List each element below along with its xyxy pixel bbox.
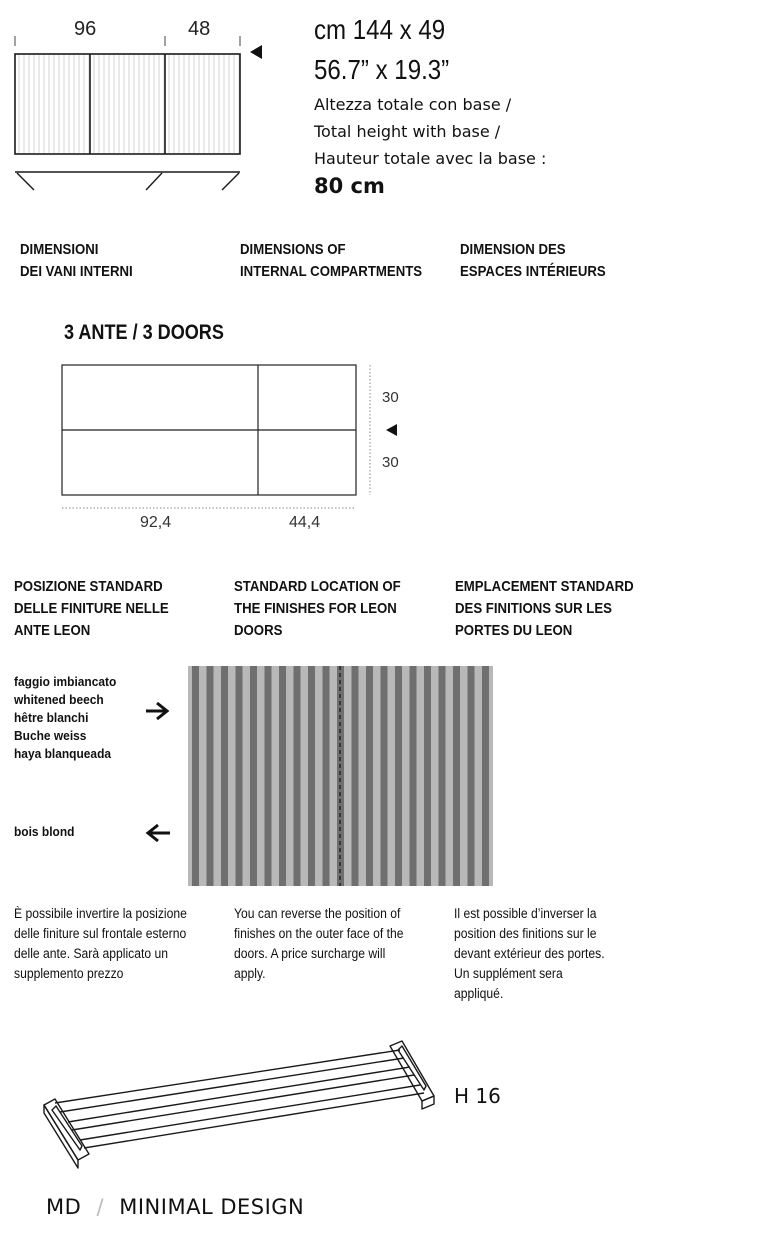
compartments-header-en: DIMENSIONS OF INTERNAL COMPARTMENTS xyxy=(240,241,423,280)
finish-front-list: faggio imbiancato whitened beech hêtre blanchi Buche weiss haya blanqueada xyxy=(14,674,117,761)
width-label-right: 48 xyxy=(188,18,211,40)
height-label-fr: Hauteur totale avec la base : xyxy=(314,149,547,168)
compartments-header-fr: DIMENSION DES ESPACES INTÉRIEURS xyxy=(460,241,606,280)
compartment-width-left: 92,4 xyxy=(140,514,172,531)
finishes-header-it: POSIZIONE STANDARD DELLE FINITURE NELLE ANTE LEON xyxy=(14,578,169,639)
swatch-stripe xyxy=(468,666,475,886)
finish-back-label: bois blond xyxy=(14,824,75,839)
brand-short: MD xyxy=(46,1195,82,1219)
width-label-left: 96 xyxy=(74,18,97,40)
size-inches: 56.7” x 19.3” xyxy=(314,54,450,85)
doors-title: 3 ANTE / 3 DOORS xyxy=(64,321,224,344)
note-it: È possibile invertire la posizione delle finiture sul frontale esterno delle ante. Sarà applicato un supplemento prezzo xyxy=(14,906,187,981)
brand-full: MINIMAL DESIGN xyxy=(119,1195,305,1219)
note-en: You can reverse the position of finishes on the outer face of the doors. A price surcharge will apply. xyxy=(234,906,404,981)
brand-separator: / xyxy=(96,1195,105,1219)
swatch-stripe xyxy=(482,666,489,886)
size-cm: cm 144 x 49 xyxy=(314,14,446,45)
finishes-header-fr: EMPLACEMENT STANDARD DES FINITIONS SUR LES PORTES DU LEON xyxy=(455,578,634,639)
height-value: 80 cm xyxy=(314,174,385,198)
height-label-en: Total height with base / xyxy=(314,122,501,141)
height-label-it: Altezza totale con base / xyxy=(314,95,512,114)
footer-brand xyxy=(46,1195,304,1219)
base-height-label: H 16 xyxy=(454,1084,501,1108)
compartments-header-it: DIMENSIONI DEI VANI INTERNI xyxy=(20,241,133,280)
compartment-height-top: 30 xyxy=(382,389,399,406)
compartment-height-bottom: 30 xyxy=(382,454,399,471)
compartment-width-right: 44,4 xyxy=(289,514,321,531)
note-fr: Il est possible d’inverser la position des finitions sur le devant extérieur des portes. Un supplément sera appliqué. xyxy=(454,906,605,1001)
finishes-header-en: STANDARD LOCATION OF THE FINISHES FOR LEON DOORS xyxy=(234,578,401,639)
